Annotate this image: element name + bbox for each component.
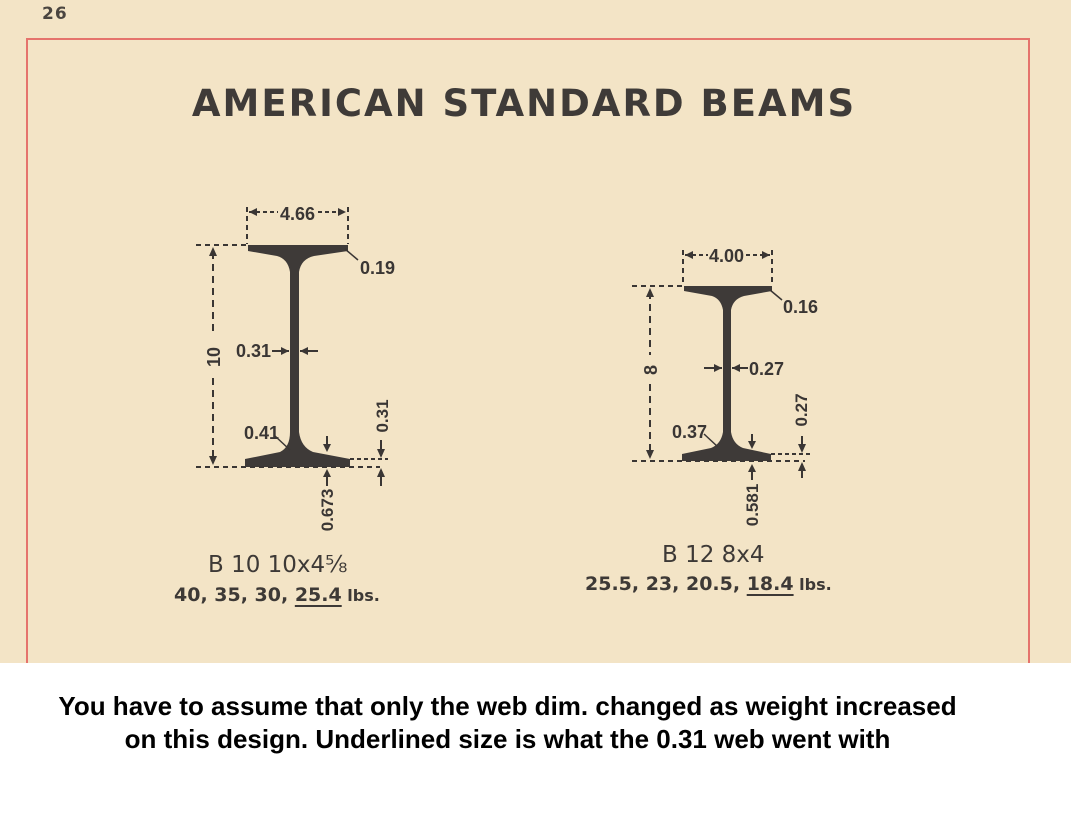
b10-flange-thickness-label: 0.19 (360, 258, 396, 278)
page-number: 26 (42, 4, 68, 24)
b12-web-label: 0.27 (749, 359, 785, 379)
b10-flange-root-label: 0.673 (318, 488, 337, 532)
b12-weights-unit: lbs. (793, 575, 832, 594)
b10-designation: B 10 10x4⅝ (208, 552, 348, 578)
b12-flange-root-label: 0.581 (743, 483, 762, 527)
b12-fillet-label: 0.37 (672, 422, 708, 442)
b12-weights-underlined: 18.4 (746, 573, 794, 595)
b10-weights-underlined: 25.4 (294, 584, 342, 606)
page-title: AMERICAN STANDARD BEAMS (191, 82, 857, 125)
b10-web-label: 0.31 (236, 341, 272, 361)
b12-flange-thickness-label: 0.16 (783, 297, 819, 317)
b10-weights-list: 40, 35, 30, (174, 584, 295, 606)
b12-weights (585, 573, 832, 595)
b10-fillet-label: 0.41 (244, 423, 280, 443)
b12-weights-list: 25.5, 23, 20.5, (585, 573, 747, 595)
b10-weights-unit: lbs. (341, 586, 380, 605)
beam-b10-drawing (196, 207, 388, 486)
b10-depth-label: 10 (204, 346, 224, 368)
b10-weights (174, 584, 380, 606)
b12-flange-width-label: 4.00 (709, 246, 745, 266)
b12-designation: B 12 8x4 (662, 542, 765, 568)
b12-toe-label: 0.27 (792, 393, 811, 427)
b10-toe-label: 0.31 (373, 399, 392, 433)
b10-flange-width-label: 4.66 (280, 204, 316, 224)
b12-depth-label: 8 (641, 364, 661, 376)
caption: You have to assume that only the web dim. changed as weight increased on this design. Underlined size is what the 0.31 web went with (58, 691, 957, 754)
